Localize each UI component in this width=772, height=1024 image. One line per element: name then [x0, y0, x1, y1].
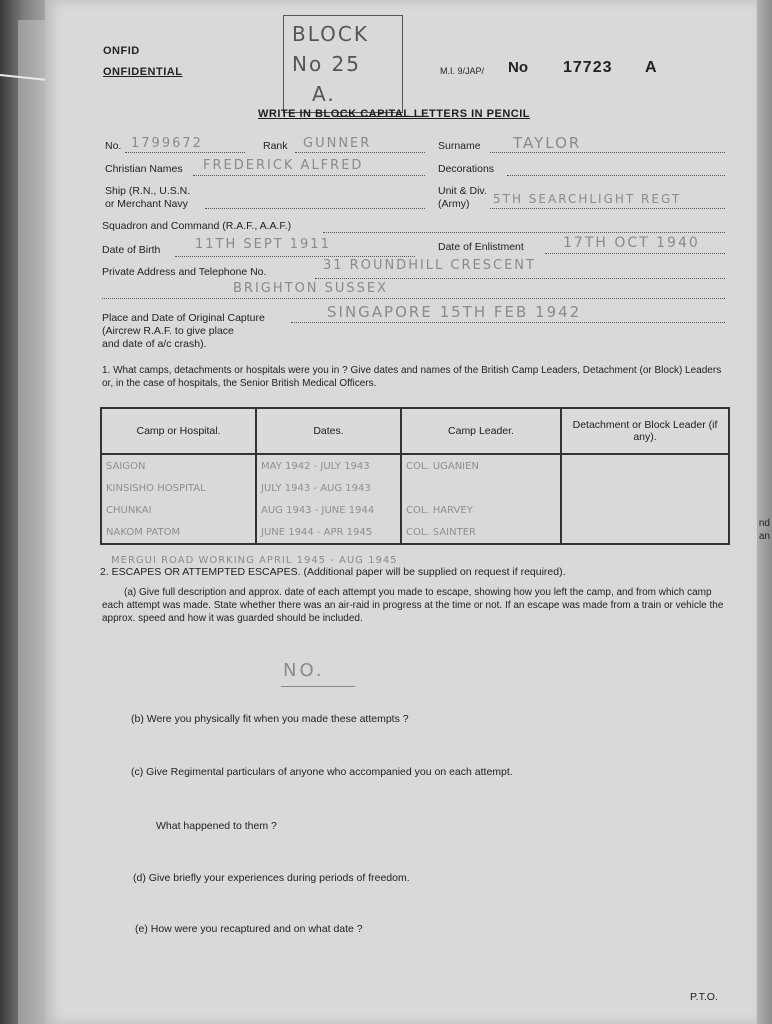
rank-label: Rank [263, 140, 288, 152]
table-cell: KINSISHO HOSPITAL [101, 477, 256, 499]
dotted-line [102, 298, 725, 299]
margin-fragment: an [758, 531, 770, 542]
form-number: 17723 [563, 59, 613, 76]
title-strikethrough [337, 116, 429, 117]
rank-value: GUNNER [303, 136, 372, 151]
ship-label: Ship (R.N., U.S.N. [105, 185, 191, 197]
table-cell: JULY 1943 - AUG 1943 [256, 477, 401, 499]
question-c-followup: What happened to them ? [156, 820, 277, 832]
column-header: Camp Leader. [401, 408, 561, 454]
form-letter: A [645, 59, 657, 76]
dotted-line [205, 208, 425, 209]
form-reference: M.I. 9/JAP/ [440, 66, 485, 76]
squadron-label: Squadron and Command (R.A.F., A.A.F.) [102, 220, 292, 232]
column-header: Detachment or Block Leader (if any). [561, 408, 729, 454]
table-cell: NAKOM PATOM [101, 521, 256, 544]
christian-names-value: FREDERICK ALFRED [203, 158, 364, 173]
dotted-line [490, 208, 725, 209]
extra-camp-entry: MERGUI ROAD WORKING APRIL 1945 - AUG 1945 [111, 555, 398, 566]
margin-fragment: nd [758, 518, 770, 529]
table-cell: JUNE 1944 - APR 1945 [256, 521, 401, 544]
table-cell: COL. HARVEY [401, 499, 561, 521]
number-label: No [508, 59, 528, 76]
christian-names-label: Christian Names [105, 163, 183, 175]
date-of-birth-value: 11TH SEPT 1911 [195, 237, 331, 252]
unit-value: 5TH SEARCHLIGHT REGT [493, 192, 682, 206]
decorations-label: Decorations [438, 163, 495, 175]
dotted-line [490, 152, 725, 153]
question-d: (d) Give briefly your experiences during periods of freedom. [133, 872, 410, 884]
table-cell [561, 477, 729, 499]
block-stamp [283, 15, 403, 113]
unit-label-2: (Army) [438, 198, 470, 210]
stamp-line: BLOCK [292, 22, 369, 46]
date-of-birth-label: Date of Birth [102, 244, 161, 256]
table-cell: CHUNKAI [101, 499, 256, 521]
table-row [101, 499, 729, 521]
stamp-line: A. [312, 82, 336, 106]
section-1-question: 1. What camps, detachments or hospitals were you in ? Give dates and names of the British Camp Leaders, Detachment (or Block) Leaders or, in the case of hospitals, the Senior British Medical Officers. [102, 365, 722, 389]
question-b: (b) Were you physically fit when you made these attempts ? [131, 713, 409, 725]
table-row [101, 521, 729, 544]
ship-label-2: or Merchant Navy [105, 198, 188, 210]
unit-label: Unit & Div. [438, 185, 487, 197]
dotted-line [323, 232, 725, 233]
answer-underline [281, 686, 355, 687]
section-2-heading: 2. ESCAPES OR ATTEMPTED ESCAPES. (Additional paper will be supplied on request if required). [100, 566, 566, 578]
no-label: No. [105, 140, 122, 152]
column-header: Dates. [256, 408, 401, 454]
table-cell: COL. SAINTER [401, 521, 561, 544]
table-cell [561, 454, 729, 477]
no-value: 1799672 [131, 136, 203, 151]
surname-label: Surname [438, 140, 481, 152]
dotted-line [193, 175, 425, 176]
capture-label-3: and date of a/c crash). [102, 338, 207, 350]
form-title: WRITE IN BLOCK CAPITAL LETTERS IN PENCIL [258, 108, 530, 120]
table-cell: AUG 1943 - JUNE 1944 [256, 499, 401, 521]
table-cell: MAY 1942 - JULY 1943 [256, 454, 401, 477]
dotted-line [175, 256, 415, 257]
address-value-2: BRIGHTON SUSSEX [233, 281, 389, 296]
dotted-line [125, 152, 245, 153]
stamp-line: No 25 [292, 52, 362, 76]
surname-value: TAYLOR [513, 134, 582, 152]
dotted-line [545, 253, 725, 254]
form-sheet [45, 0, 757, 1024]
address-value-1: 31 ROUNDHILL CRESCENT [323, 258, 536, 273]
table-row [101, 477, 729, 499]
table-row [101, 454, 729, 477]
table-cell [561, 499, 729, 521]
confidential-label-2: ONFIDENTIAL [103, 66, 183, 78]
table-cell: SAIGON [101, 454, 256, 477]
enlistment-label: Date of Enlistment [438, 241, 524, 253]
dotted-line [291, 322, 725, 323]
table-cell: COL. UGANIEN [401, 454, 561, 477]
column-header: Camp or Hospital. [101, 408, 256, 454]
question-c: (c) Give Regimental particulars of anyone who accompanied you on each attempt. [131, 766, 513, 778]
capture-value: SINGAPORE 15TH FEB 1942 [327, 303, 582, 321]
enlistment-value: 17TH OCT 1940 [563, 235, 700, 251]
camps-table [100, 407, 730, 545]
table-cell [401, 477, 561, 499]
table-cell [561, 521, 729, 544]
confidential-label-1: ONFID [103, 45, 140, 57]
answer-a: NO. [283, 660, 325, 681]
capture-label-2: (Aircrew R.A.F. to give place [102, 325, 234, 337]
capture-label: Place and Date of Original Capture [102, 312, 265, 324]
section-2a-question: (a) Give full description and approx. date of each attempt you made to escape, showing how you left the camp, and from which camp each attempt was made. State whether there was an air-raid in progress at the time or not. If an escape was made from a train or vehicle the approx. speed and how it was guarded should be included. [102, 587, 724, 624]
dotted-line [315, 278, 725, 279]
dotted-line [295, 152, 425, 153]
address-label: Private Address and Telephone No. [102, 266, 267, 278]
dotted-line [507, 175, 725, 176]
question-e: (e) How were you recaptured and on what date ? [135, 923, 363, 935]
pto-label: P.T.O. [690, 991, 718, 1003]
